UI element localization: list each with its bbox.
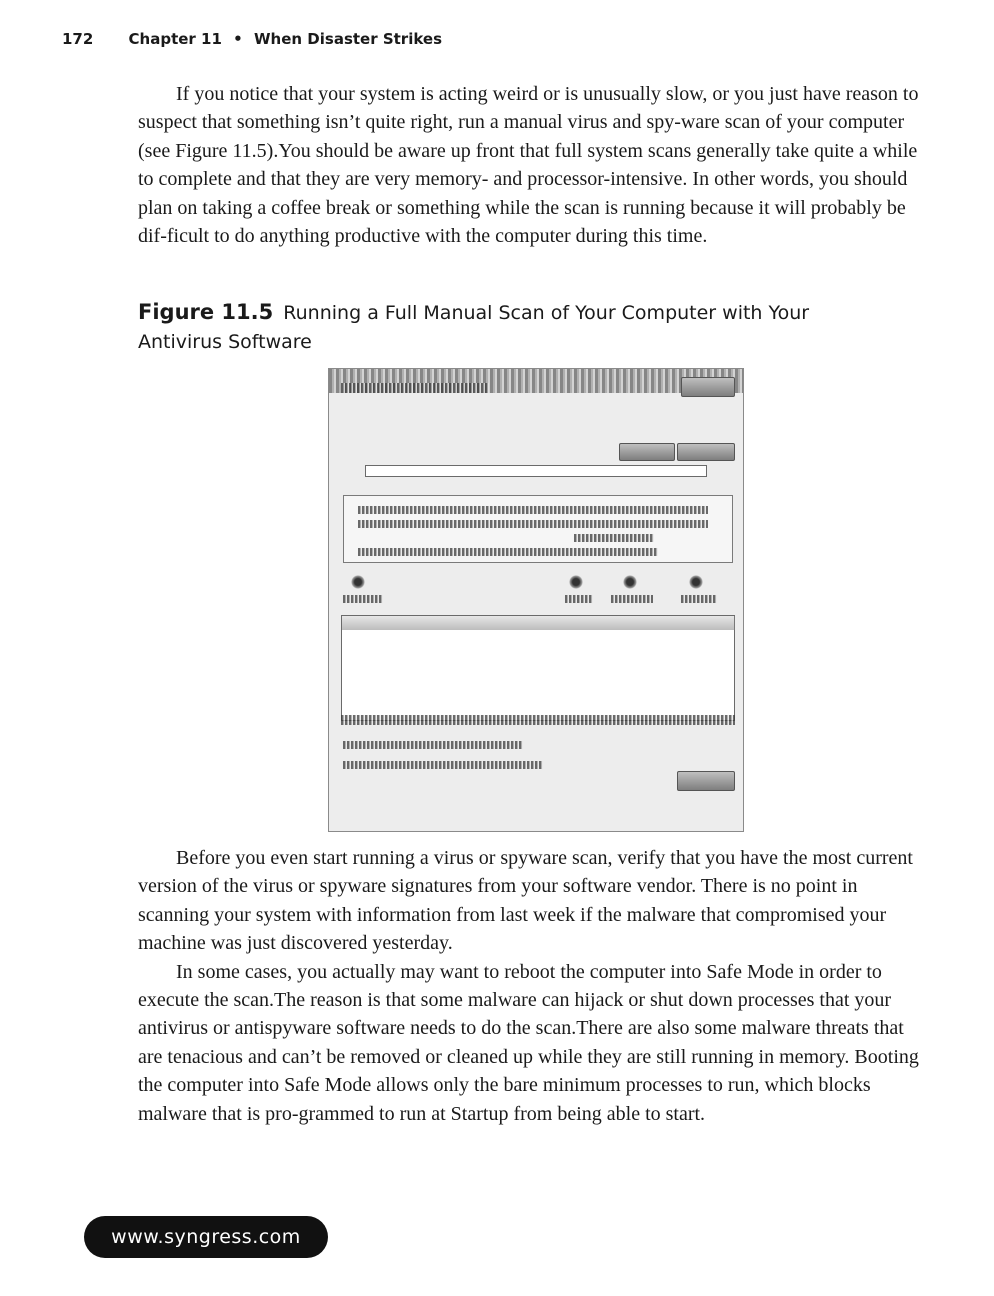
action-label	[681, 595, 717, 603]
antivirus-scan-screenshot	[328, 368, 744, 832]
window-heading	[341, 383, 489, 393]
checkbox-option	[343, 741, 523, 749]
paragraph: In some cases, you actually may want to reboot the computer into Safe Mode in order to execute the scan.The reason is that some malware can hijack or shut down processes that your antivirus or antispyware software needs to do the scan.There are also some malware threats that are tenacious and can’t be removed or cleaned up while they are still running in memory. Booting the computer into Safe Mode allows only the bare minimum processes to run, which blocks malware that is pro-grammed to run at Startup from being able to start.	[138, 960, 919, 1125]
figure-caption	[138, 298, 898, 357]
column-header	[626, 616, 735, 630]
column-header	[506, 616, 627, 630]
intro-text	[138, 80, 920, 250]
checkbox-option	[343, 761, 543, 769]
status-line	[358, 548, 658, 556]
chapter-title: When Disaster Strikes	[254, 30, 443, 48]
status-line	[358, 520, 708, 528]
toolbar-button	[677, 443, 735, 461]
website-badge: www.syngress.com	[84, 1216, 328, 1258]
flag-icon	[569, 575, 583, 589]
close-button	[677, 771, 735, 791]
scan-icon	[351, 575, 365, 589]
header-bullet: •	[233, 30, 243, 48]
chapter-label: Chapter 11	[128, 30, 222, 48]
paragraph: Before you even start running a virus or spyware scan, verify that you have the most current version of the virus or spyware signatures from your software vendor. There is no point in scanning your system with information from last week if the malware that compromised your machine was just discovered yesterday.	[138, 847, 913, 955]
running-head	[62, 30, 442, 48]
scan-progress-bar	[365, 465, 707, 477]
body-text	[138, 844, 920, 1128]
action-label	[565, 595, 593, 603]
person-icon	[623, 575, 637, 589]
toolbar-button	[619, 443, 675, 461]
status-line	[574, 534, 654, 542]
help-button	[681, 377, 735, 397]
results-list	[341, 615, 735, 721]
figure-label: Figure 11.5	[138, 300, 274, 324]
paragraph: If you notice that your system is acting weird or is unusually slow, or you just have reason to suspect that something isn’t quite right, run a manual virus and spy-ware scan of your computer (see Figure 11.5).You should be aware up front that full system scans generally take quite a while to complete and that they are very memory- and processor-intensive. In other words, you should plan on taking a coffee break or something while the scan is running because it will probably be dif-ficult to do anything productive with the computer during this time.	[138, 83, 919, 248]
scan-status-panel	[343, 495, 733, 563]
close-icon	[689, 575, 703, 589]
status-line	[358, 506, 708, 514]
action-label	[343, 595, 383, 603]
horizontal-scrollbar	[341, 715, 735, 725]
action-label	[611, 595, 653, 603]
figure-caption-text: Running a Full Manual Scan of Your Computer with Your Antivirus Software	[138, 302, 810, 353]
page-number: 172	[62, 30, 94, 48]
column-header	[342, 616, 507, 630]
